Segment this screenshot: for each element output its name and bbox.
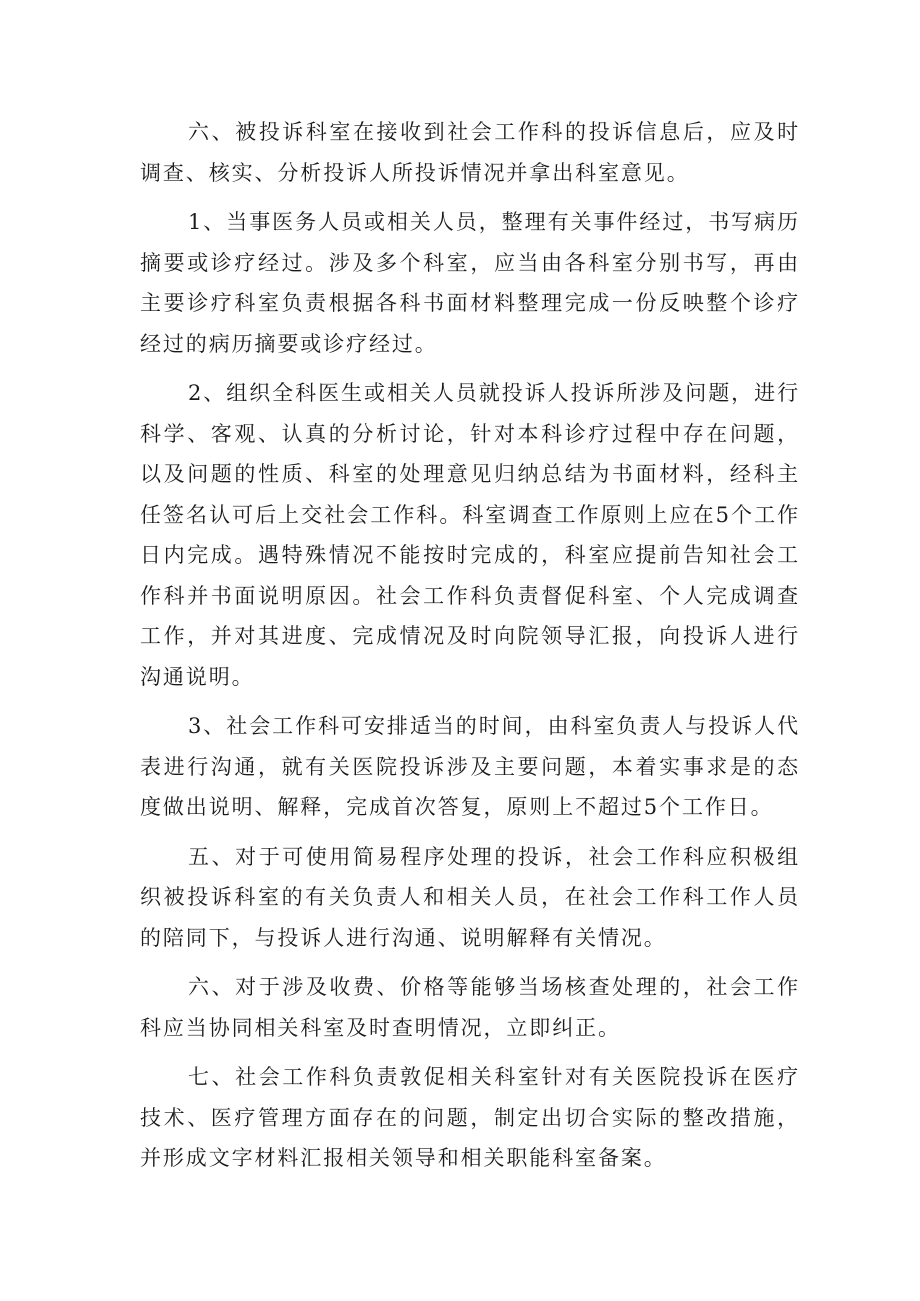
document-body (140, 112, 800, 1188)
paragraph-item-2-department-discussion: 2、组织全科医生或相关人员就投诉人投诉所涉及问题，进行科学、客观、认真的分析讨论，针对本科诊疗过程中存在问题，以及问题的性质、科室的处理意见归纳总结为书面材料，经科主任签名认可后上交社会工作科。科室调查工作原则上应在5个工作日内完成。遇特殊情况不能按时完成的，科室应提前告知社会工作科并书面说明原因。社会工作科负责督促科室、个人完成调查工作，并对其进度、完成情况及时向院领导汇报，向投诉人进行沟通说明。 (140, 381, 800, 689)
paragraph-item-1-case-summary: 1、当事医务人员或相关人员，整理有关事件经过，书写病历摘要或诊疗经过。涉及多个科室，应当由各科室分别书写，再由主要诊疗科室负责根据各科书面材料整理完成一份反映整个诊疗经过的病历摘要或诊疗经过。 (140, 210, 800, 356)
paragraph-item-3-first-reply: 3、社会工作科可安排适当的时间，由科室负责人与投诉人代表进行沟通，就有关医院投诉涉及主要问题，本着实事求是的态度做出说明、解释，完成首次答复，原则上不超过5个工作日。 (140, 714, 800, 819)
paragraph-section-5-simple-procedure: 五、对于可使用简易程序处理的投诉，社会工作科应积极组织被投诉科室的有关负责人和相关人员，在社会工作科工作人员的陪同下，与投诉人进行沟通、说明解释有关情况。 (140, 844, 800, 950)
paragraph-section-6-investigation: 六、被投诉科室在接收到社会工作科的投诉信息后，应及时调查、核实、分析投诉人所投诉情况并拿出科室意见。 (140, 120, 800, 185)
paragraph-section-7-rectification: 七、社会工作科负责敦促相关科室针对有关医院投诉在医疗技术、医疗管理方面存在的问题，制定出切合实际的整改措施，并形成文字材料汇报相关领导和相关职能科室备案。 (140, 1065, 800, 1170)
paragraph-section-6-fee-correction: 六、对于涉及收费、价格等能够当场核查处理的，社会工作科应当协同相关科室及时查明情况，立即纠正。 (140, 975, 800, 1040)
